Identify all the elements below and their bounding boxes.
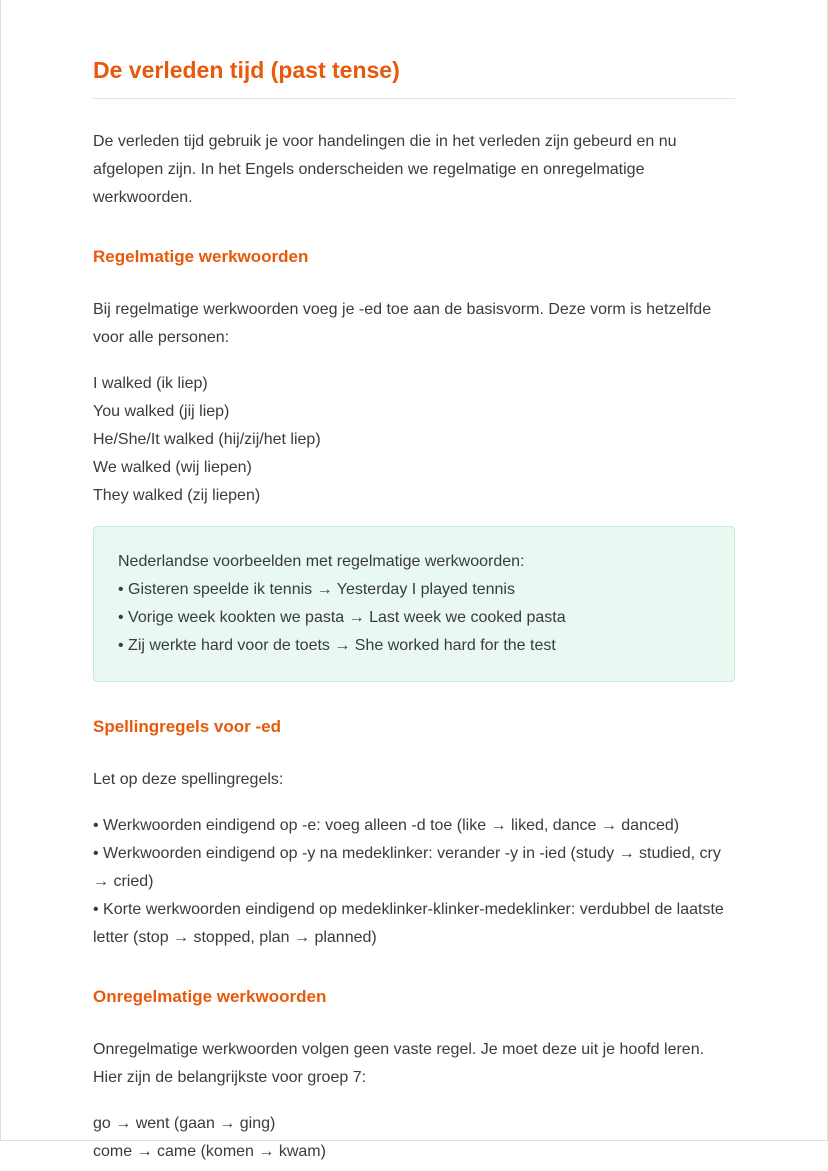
verb-line: They walked (zij liepen) [93,486,261,504]
example-item: • Gisteren speelde ik tennis → Yesterday I played tennis [118,580,515,598]
section-paragraph: Onregelmatige werkwoorden volgen geen vaste regel. Je moet deze uit je hoofd leren. Hier zijn de belangrijkste voor groep 7: [93,1041,705,1087]
verb-line: We walked (wij liepen) [93,458,252,476]
verb-line: You walked (jij liep) [93,402,230,420]
section-heading-regular-verbs: Regelmatige werkwoorden [93,246,309,266]
title-divider [93,98,735,99]
verb-line: I walked (ik liep) [93,374,208,392]
section-irregular-verbs [93,986,735,1166]
spelling-rules-list [93,812,735,952]
spelling-rule: • Korte werkwoorden eindigend op medeklinker-klinker-medeklinker: verdubbel de laatste letter (stop → stopped, plan → planned) [93,900,724,946]
verb-line: He/She/It walked (hij/zij/het liep) [93,430,321,448]
conjugation-list [93,370,735,510]
example-item: • Vorige week kookten we pasta → Last week we cooked pasta [118,608,566,626]
section-spelling-rules [93,716,735,952]
section-paragraph: Bij regelmatige werkwoorden voeg je -ed toe aan de basisvorm. Deze vorm is hetzelfde voor alle personen: [93,300,712,346]
spelling-rule: • Werkwoorden eindigend op -e: voeg alleen -d toe (like → liked, dance → danced) [93,816,680,834]
example-box [93,526,735,682]
intro-paragraph: De verleden tijd gebruik je voor handelingen die in het verleden zijn gebeurd en nu afgelopen zijn. In het Engels onderscheiden we regelmatige en onregelmatige werkwoorden. [93,132,677,206]
verb-line: come → came (komen → kwam) [93,1143,326,1161]
irregular-verb-list [93,1110,735,1166]
example-item: • Zij werkte hard voor de toets → She worked hard for the test [118,636,556,654]
spelling-rule: • Werkwoorden eindigend op -y na medeklinker: verander -y in -ied (study → studied, cry → cried) [93,844,721,890]
section-paragraph: Let op deze spellingregels: [93,770,284,788]
example-box-title: Nederlandse voorbeelden met regelmatige werkwoorden: [118,552,525,570]
verb-line: go → went (gaan → ging) [93,1115,276,1133]
section-heading-irregular-verbs: Onregelmatige werkwoorden [93,986,327,1006]
page-title: De verleden tijd (past tense) [93,57,400,83]
section-heading-spelling-rules: Spellingregels voor -ed [93,716,281,736]
section-regular-verbs [93,246,735,682]
